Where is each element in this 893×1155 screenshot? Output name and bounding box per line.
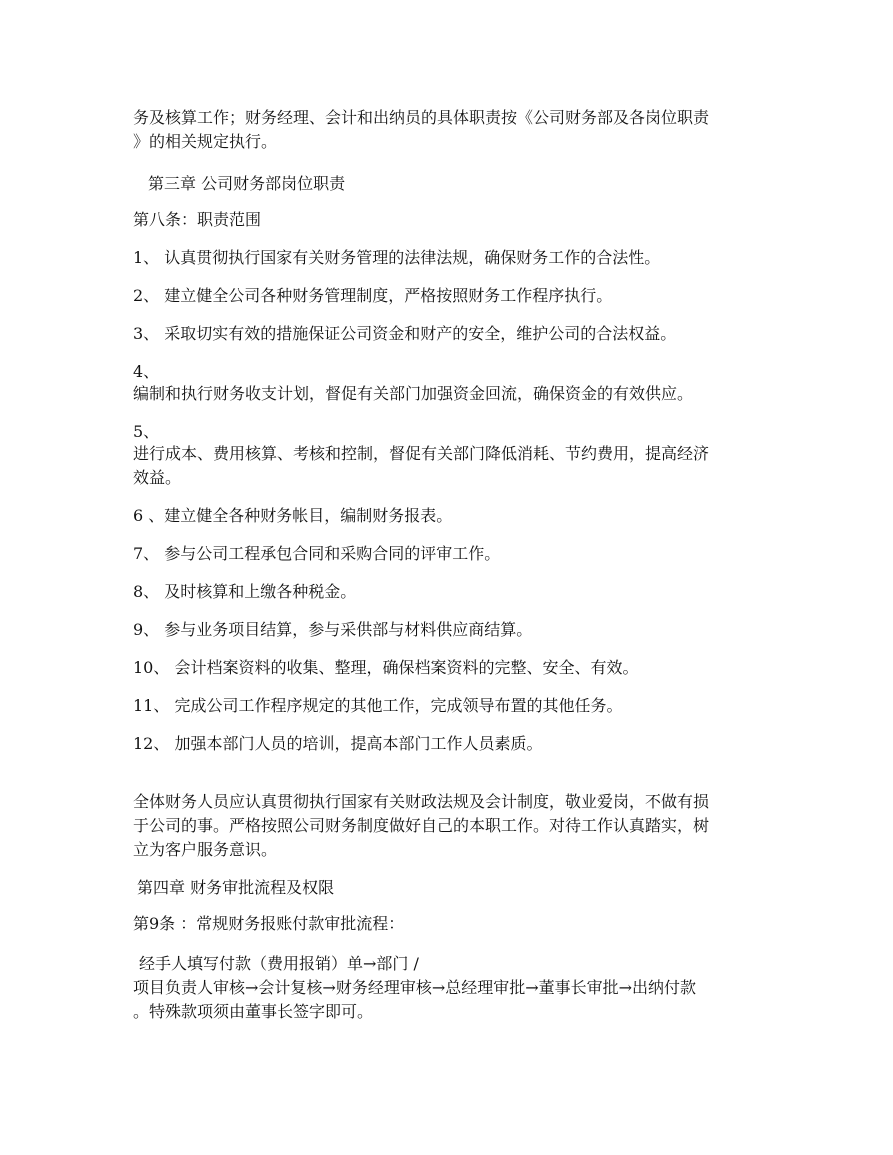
duty-item-2: 2、 建立健全公司各种财务管理制度，严格按照财务工作程序执行。: [133, 286, 613, 305]
staff-para-line-2: 于公司的事。严格按照公司财务制度做好自己的本职工作。对待工作认真踏实，树: [133, 816, 710, 835]
duty-item-9: 9、 参与业务项目结算，参与采供部与材料供应商结算。: [133, 620, 533, 639]
flow-line-2: 项目负责人审核→会计复核→财务经理审核→总经理审批→董事长审批→出纳付款: [133, 978, 697, 997]
duty-item-11: 11、 完成公司工作程序规定的其他工作，完成领导布置的其他任务。: [133, 696, 623, 715]
duty-item-3: 3、 采取切实有效的措施保证公司资金和财产的安全，维护公司的合法权益。: [133, 324, 677, 343]
flow-line-3: 。特殊款项须由董事长签字即可。: [133, 1002, 374, 1021]
staff-para-line-3: 立为客户服务意识。: [133, 840, 278, 859]
article9-title: 第9条 ：常规财务报账付款审批流程：: [133, 914, 405, 933]
staff-para-line-1: 全体财务人员应认真贯彻执行国家有关财政法规及会计制度，敬业爱岗，不做有损: [133, 792, 710, 811]
duty-item-5-text-1: 进行成本、费用核算、考核和控制，督促有关部门降低消耗、节约费用，提高经济: [133, 444, 710, 463]
flow-line-1: 经手人填写付款（费用报销）单→部门 /: [139, 954, 419, 973]
duty-item-7: 7、 参与公司工程承包合同和采购合同的评审工作。: [133, 544, 501, 563]
duty-item-12: 12、 加强本部门人员的培训，提高本部门工作人员素质。: [133, 734, 543, 753]
duty-item-5-text-2: 效益。: [133, 468, 182, 487]
duty-item-10: 10、 会计档案资料的收集、整理，确保档案资料的完整、安全、有效。: [133, 658, 639, 677]
duty-item-4-text: 编制和执行财务收支计划，督促有关部门加强资金回流，确保资金的有效供应。: [133, 384, 694, 403]
article8-title: 第八条：职责范围: [133, 210, 262, 229]
chapter3-title: 第三章 公司财务部岗位职责: [148, 174, 346, 193]
duty-item-4-number: 4、: [133, 362, 160, 381]
duty-item-6: 6 、建立健全各种财务帐目，编制财务报表。: [133, 506, 453, 525]
chapter4-title: 第四章 财务审批流程及权限: [137, 878, 335, 897]
duty-item-5-number: 5、: [133, 422, 160, 441]
duty-item-1: 1、 认真贯彻执行国家有关财务管理的法律法规，确保财务工作的合法性。: [133, 248, 661, 267]
duty-item-8: 8、 及时核算和上缴各种税金。: [133, 582, 357, 601]
intro-line-1: 务及核算工作；财务经理、会计和出纳员的具体职责按《公司财务部及各岗位职责: [133, 108, 710, 127]
intro-line-2: 》的相关规定执行。: [133, 132, 278, 151]
